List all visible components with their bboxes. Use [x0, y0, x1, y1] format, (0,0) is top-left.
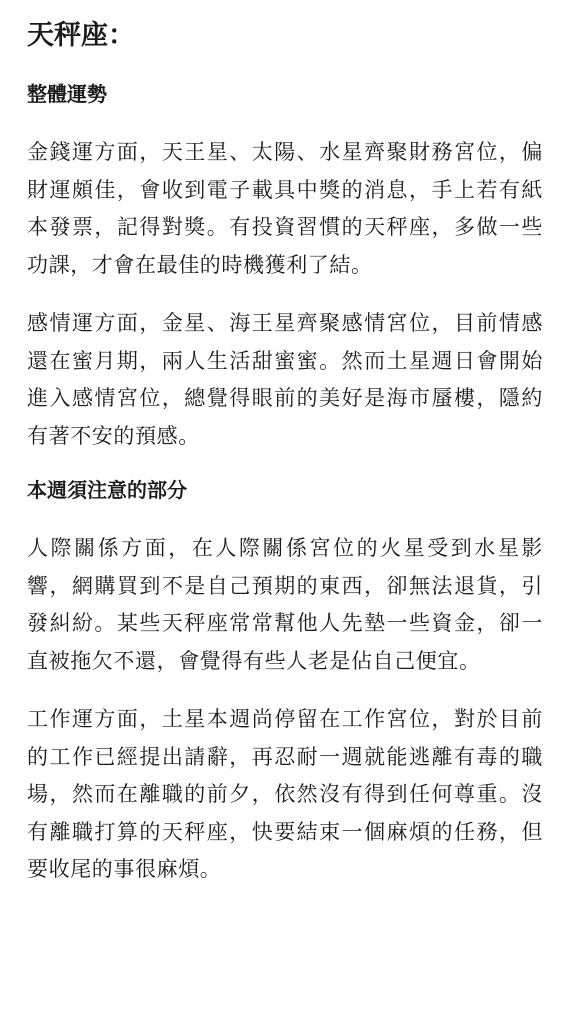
paragraph-relationships: 人際關係方面，在人際關係宮位的火星受到水星影響，網購買到不是自己預期的東西，卻無法退貨，引發糾紛。某些天秤座常常幫他人先墊一些資金，卻一直被拖欠不還，會覺得有些人老是佔自己便宜。	[27, 536, 543, 673]
paragraph-love: 感情運方面，金星、海王星齊聚感情宮位，目前情感還在蜜月期，兩人生活甜蜜蜜。然而土星週日會開始進入感情宮位，總覺得眼前的美好是海市蜃樓，隱約有著不安的預感。	[27, 311, 543, 448]
section-heading-overall: 整體運勢	[27, 82, 107, 106]
page-title: 天秤座：	[27, 20, 135, 51]
section-heading-caution: 本週須注意的部分	[27, 478, 187, 502]
paragraph-money: 金錢運方面，天王星、太陽、水星齊聚財務宮位，偏財運頗佳，會收到電子載具中獎的消息，手上若有紙本發票，記得對獎。有投資習慣的天秤座，多做一些功課，才會在最佳的時機獲利了結。	[27, 140, 543, 277]
paragraph-work: 工作運方面，土星本週尚停留在工作宮位，對於目前的工作已經提出請辭，再忍耐一週就能逃離有毒的職場，然而在離職的前夕，依然沒有得到任何尊重。沒有離職打算的天秤座，快要結束一個麻煩的任務，但要收尾的事很麻煩。	[27, 707, 543, 881]
